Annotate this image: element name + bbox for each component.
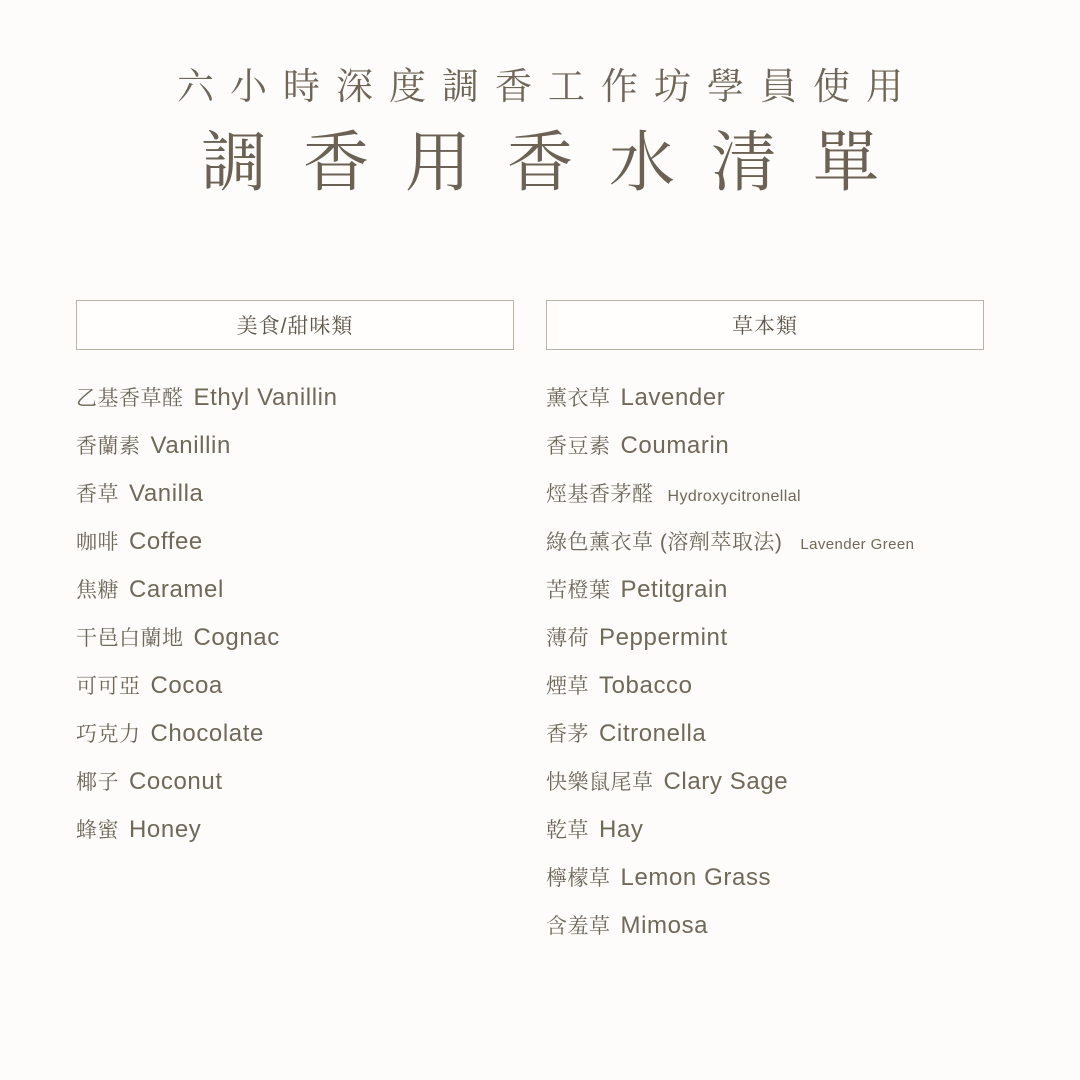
list-item [76,622,514,652]
ingredient-name-en: Peppermint [599,624,728,651]
ingredient-name-zh: 巧克力 [76,723,141,746]
ingredient-name-en: Tobacco [599,672,693,699]
ingredient-name-zh: 檸檬草 [546,867,611,890]
list-item [76,526,514,556]
ingredient-name-en: Mimosa [620,912,709,939]
ingredient-name-en: Hydroxycitronellal [667,488,801,505]
ingredient-name-en: Lavender [620,384,726,411]
list-item [76,382,514,412]
ingredient-name-en: Coffee [129,528,203,555]
ingredient-name-zh: 烴基香茅醛 [546,483,654,506]
list-item [546,670,984,700]
ingredient-name-zh: 香蘭素 [76,435,141,458]
ingredient-name-zh: 焦糖 [76,579,119,602]
category-column-herbal [546,300,984,958]
list-item [546,622,984,652]
list-item [76,430,514,460]
list-item [546,766,984,796]
list-item [546,574,984,604]
ingredient-name-en: Coumarin [620,432,730,459]
ingredient-name-zh: 椰子 [76,771,119,794]
list-item [546,526,984,556]
ingredient-name-zh: 蜂蜜 [76,819,119,842]
ingredient-name-zh: 香草 [76,483,119,506]
list-item [546,430,984,460]
ingredient-name-en: Lavender Green [800,536,915,553]
list-item [76,574,514,604]
category-column-gourmand [76,300,514,958]
ingredient-name-zh: 苦橙葉 [546,579,611,602]
list-item [546,910,984,940]
ingredient-name-en: Cognac [193,624,280,651]
ingredient-name-zh: 薰衣草 [546,387,611,410]
ingredient-name-en: Citronella [599,720,707,747]
ingredient-name-zh: 乾草 [546,819,589,842]
list-item [76,670,514,700]
list-item [546,478,984,508]
ingredient-name-zh: 快樂鼠尾草 [546,771,654,794]
category-columns [0,300,1080,958]
ingredient-name-en: Vanilla [129,480,204,507]
ingredient-list-gourmand [76,382,514,844]
category-header-label: 美食/甜味類 [236,315,354,338]
category-header-label: 草本類 [732,315,798,338]
list-item [76,814,514,844]
ingredient-name-en: Honey [129,816,202,843]
list-item [546,862,984,892]
list-item [546,718,984,748]
list-item [76,478,514,508]
ingredient-name-en: Caramel [129,576,224,603]
list-item [546,814,984,844]
page-subtitle: 六小時深度調香工作坊學員使用 [177,66,919,107]
page-header [0,0,1080,204]
ingredient-name-en: Chocolate [150,720,264,747]
ingredient-name-zh: 咖啡 [76,531,119,554]
ingredient-name-zh: 含羞草 [546,915,611,938]
ingredient-name-en: Coconut [129,768,223,795]
ingredient-name-zh: 干邑白蘭地 [76,627,184,650]
ingredient-name-en: Vanillin [150,432,231,459]
ingredient-name-zh: 香豆素 [546,435,611,458]
list-item [546,382,984,412]
category-header-gourmand [76,300,514,350]
ingredient-name-en: Ethyl Vanillin [193,384,338,411]
ingredient-name-en: Lemon Grass [620,864,772,891]
ingredient-name-en: Cocoa [150,672,223,699]
page-title: 調香用香水清單 [201,124,915,199]
ingredient-name-zh: 乙基香草醛 [76,387,184,410]
ingredient-name-zh: 煙草 [546,675,589,698]
ingredient-name-en: Clary Sage [663,768,789,795]
ingredient-name-zh: 薄荷 [546,627,589,650]
ingredient-name-zh: 可可亞 [76,675,141,698]
list-item [76,718,514,748]
list-item [76,766,514,796]
ingredient-name-en: Petitgrain [620,576,728,603]
ingredient-name-zh: 綠色薰衣草 (溶劑萃取法) [546,531,783,554]
ingredient-list-herbal [546,382,984,940]
ingredient-name-zh: 香茅 [546,723,589,746]
category-header-herbal [546,300,984,350]
ingredient-name-en: Hay [599,816,644,843]
